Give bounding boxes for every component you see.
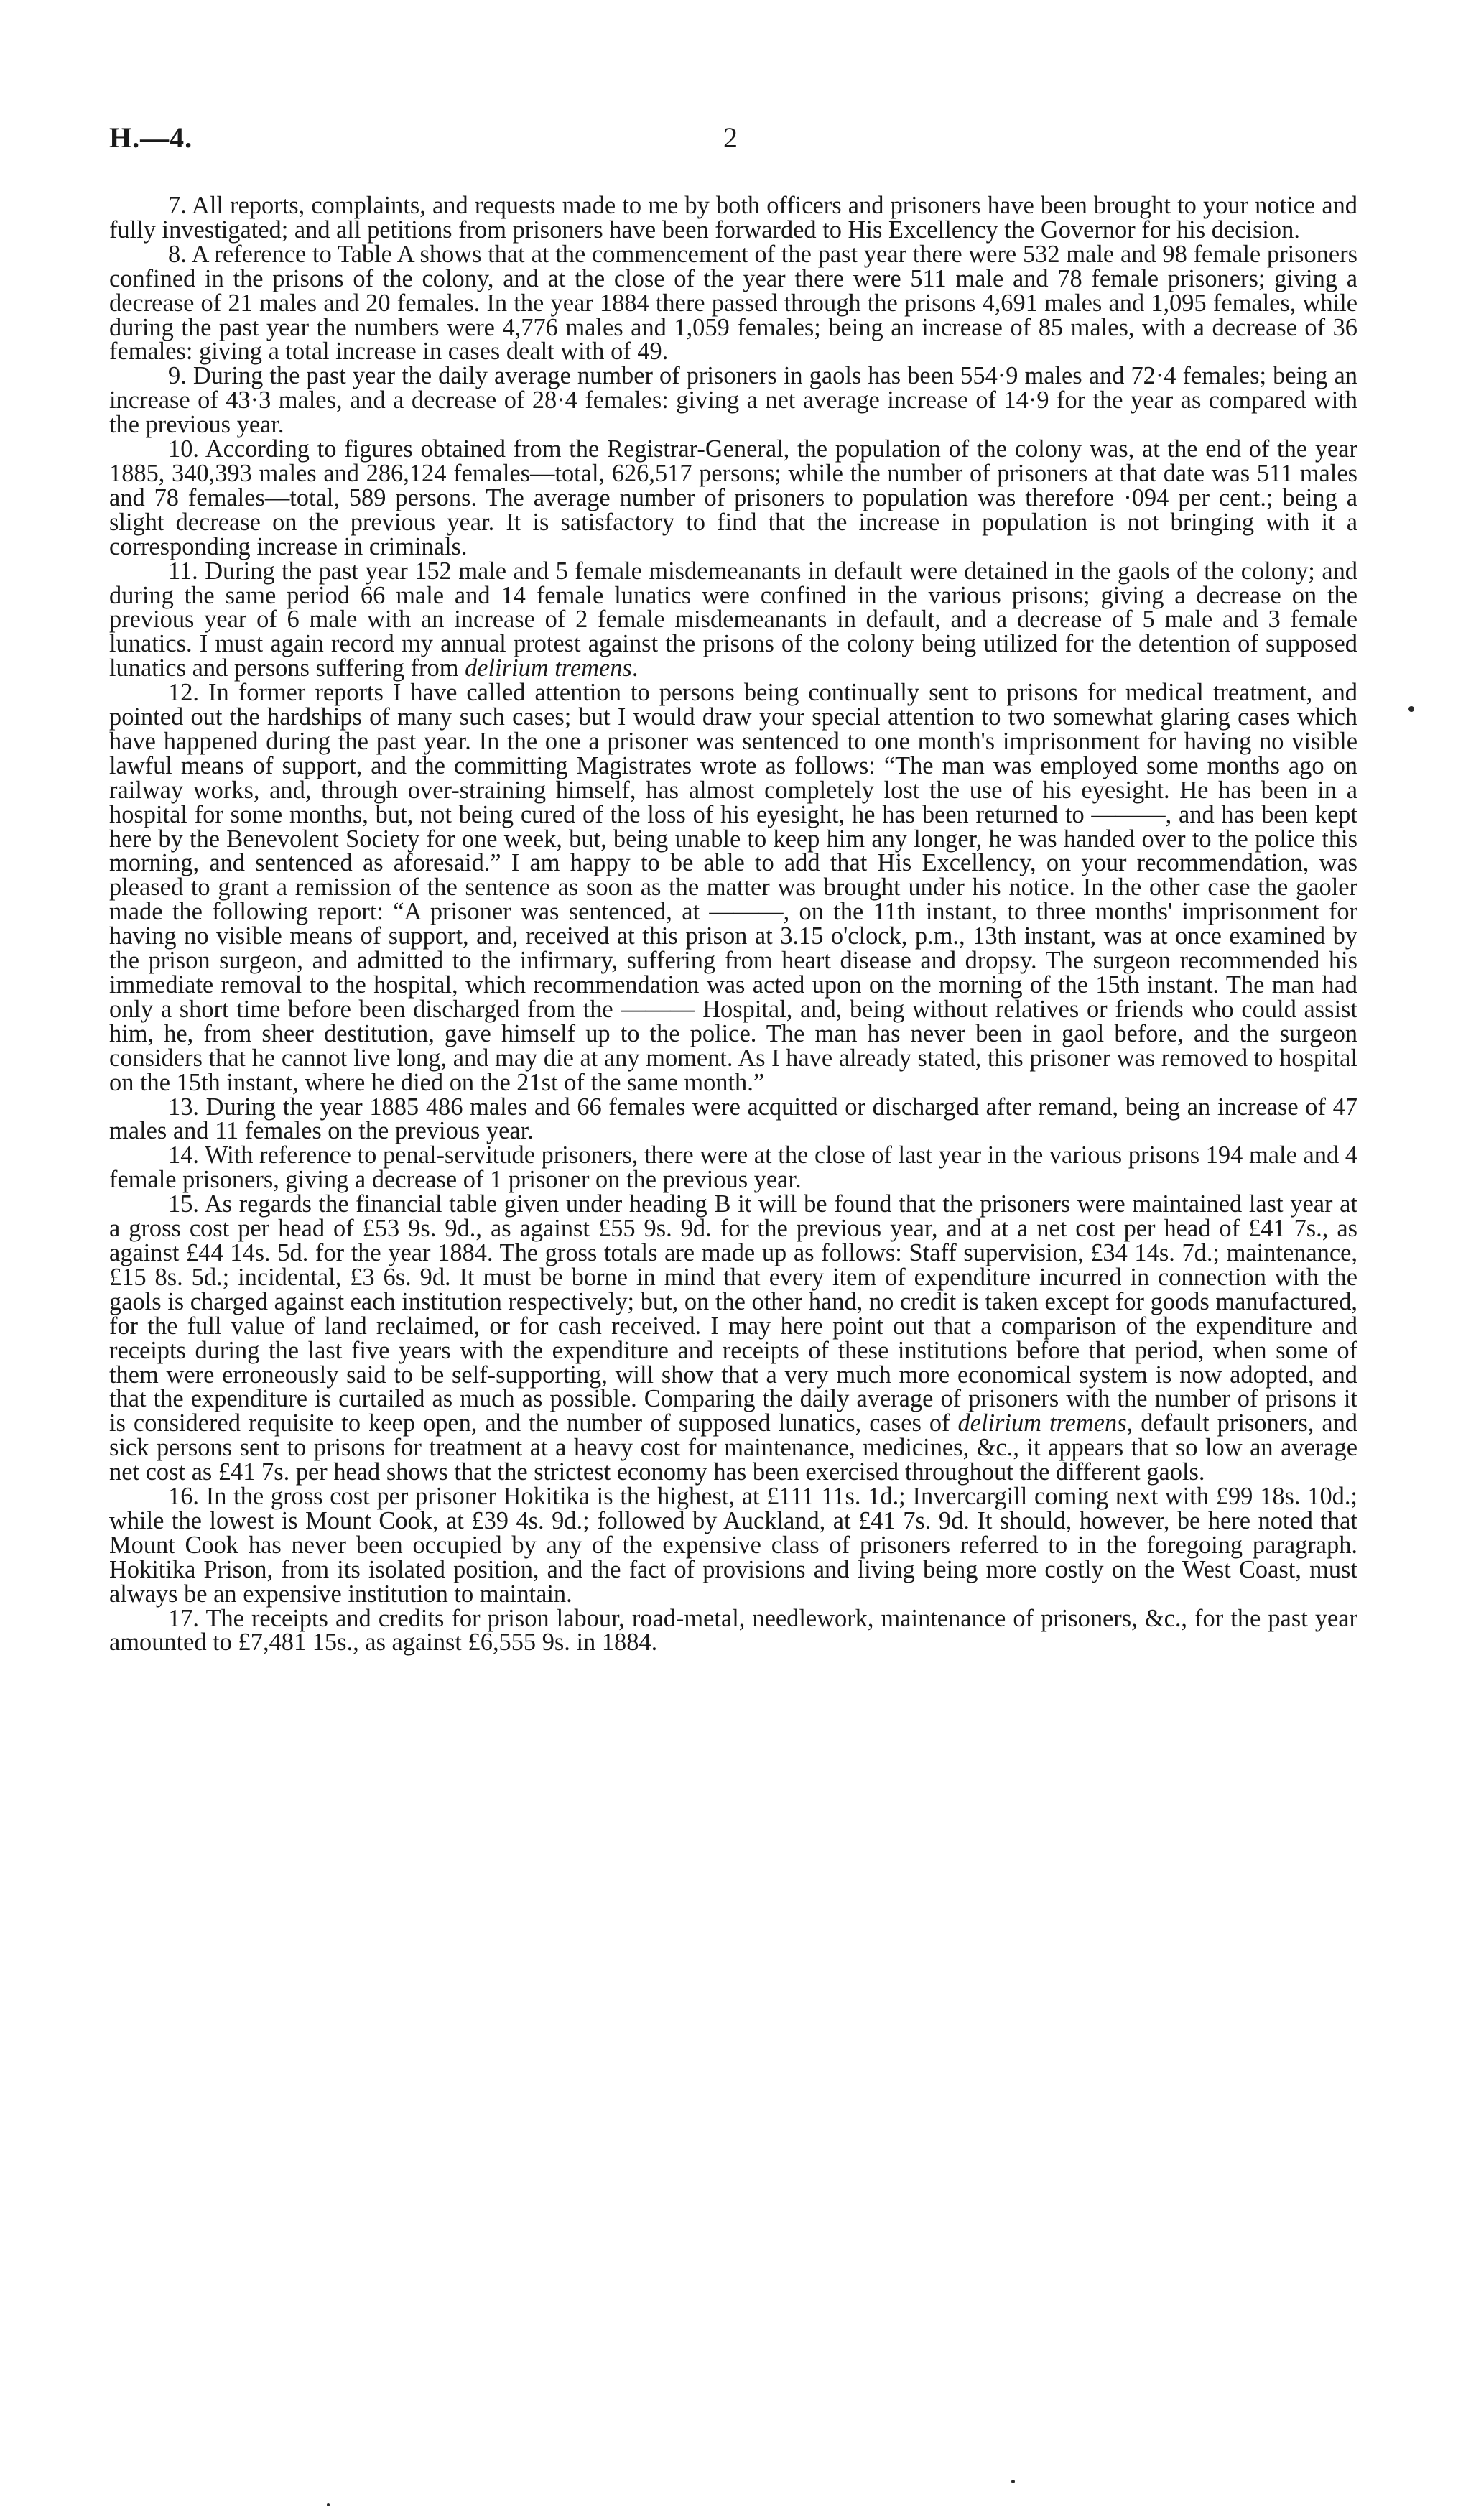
paragraph-16: 16. In the gross cost per prisoner Hokitika is the highest, at £111 11s. 1d.; Invercargill coming next with £99 18s. 10d.; while the lowest is Mount Cook, at £39 4s. 9d.; followed by Auckland, at £41 7s. 9d. It should, however, be here noted that Mount Cook has never been occupied by any of the expensive class of prisoners referred to in the foregoing paragraph. Hokitika Prison, from its isolated position, and the fact of provisions and living being more costly on the West Coast, must always be an expensive institution to maintain. <box>109 1483 1357 1608</box>
paragraph-9: 9. During the past year the daily average number of prisoners in gaols has been 554·9 males and 72·4 females; being an increase of 43·3 males, and a decrease of 28·4 females: giving a net average increase of 14·9 for the year as compared with the previous year. <box>109 362 1357 439</box>
report-body <box>109 194 1357 1655</box>
paragraph-7: 7. All reports, complaints, and requests made to me by both officers and prisoners have been brought to your notice and fully investigated; and all petitions from prisoners have been forwarded to His Excellency the Governor for his decision. <box>109 192 1357 244</box>
page-header <box>109 121 1366 164</box>
scan-speck <box>1011 2480 1015 2483</box>
italic-term: delirium tremens <box>465 654 632 682</box>
paragraph-14: 14. With reference to penal-servitude prisoners, there were at the close of last year in the various prisons 194 male and 4 female prisoners, giving a decrease of 1 prisoner on the previous year. <box>109 1141 1357 1194</box>
page-number: 2 <box>723 121 738 154</box>
document-reference: H.—4. <box>109 121 193 154</box>
paragraph-10: 10. According to figures obtained from the Registrar-General, the population of the colony was, at the end of the year 1885, 340,393 males and 286,124 females—total, 626,517 persons; while the number of prisoners at that date was 511 males and 78 females—total, 589 persons. The average number of prisoners to population was therefore ·094 per cent.; being a slight decrease on the previous year. It is satisfactory to find that the increase in population is not bringing with it a corresponding increase in criminals. <box>109 435 1357 560</box>
italic-term: delirium tremens <box>957 1409 1127 1437</box>
paragraph-17: 17. The receipts and credits for prison labour, road-metal, needlework, maintenance of prisoners, &c., for the past year amounted to £7,481 15s., as against £6,555 9s. in 1884. <box>109 1604 1357 1657</box>
paragraph-12: 12. In former reports I have called attention to persons being continually sent to prisons for medical treatment, and pointed out the hardships of many such cases; but I would draw your special attention to two somewhat glaring cases which have happened during the past year. In the one a prisoner was sentenced to one month's imprisonment for having no visible lawful means of support, and the committing Magistrates wrote as follows: “The man was employed some months ago on railway works, and, through over-straining himself, has almost completely lost the use of his eyesight. He has been in a hospital for some months, but, not being cured of the loss of his eyesight, he has been returned to ———, and has been kept here by the Benevolent Society for one week, but, being unable to keep him any longer, he was handed over to the police this morning, and sentenced as aforesaid.” I am happy to be able to add that His Excellency, on your recommendation, was pleased to grant a remission of the sentence as soon as the matter was brought under his notice. In the other case the gaoler made the following report: “A prisoner was sentenced, at ———, on the 11th instant, to three months' imprisonment for having no visible means of support, and, received at this prison at 3.15 o'clock, p.m., 13th instant, was at once examined by the prison surgeon, and admitted to the infirmary, suffering from heart disease and dropsy. The surgeon recommended his immediate removal to the hospital, which recommendation was acted upon on the morning of the 15th instant. The man had only a short time before been discharged from the ——— Hospital, and, being without relatives or friends who could assist him, he, from sheer destitution, gave himself up to the police. The man has never been in gaol before, and the surgeon considers that he cannot live long, and may die at any moment. As I have already stated, this prisoner was removed to hospital on the 15th instant, where he died on the 21st of the same month.” <box>109 679 1357 1096</box>
scan-speck <box>1408 706 1414 712</box>
paragraph-15: 15. As regards the financial table given under heading B it will be found that the prisoners were maintained last year at a gross cost per head of £53 9s. 9d., as against £55 9s. 9d. for the previous year, and at a net cost per head of £41 7s., as against £44 14s. 5d. for the year 1884. The gross totals are made up as follows: Staff supervision, £34 14s. 7d.; maintenance, £15 8s. 5d.; incidental, £3 6s. 9d. It must be borne in mind that every item of expenditure incurred in connection with the gaols is charged against each institution respectively; but, on the other hand, no credit is taken except for goods manufactured, for the full value of land reclaimed, or for cash received. I may here point out that a comparison of the expenditure and receipts during the last five years with the expenditure and receipts of these institutions before that period, when some of them were erroneously said to be self-supporting, will show that a very much more economical system is now adopted, and that the expenditure is curtailed as much as possible. Comparing the daily average of prisoners with the number of prisons it is considered requisite to keep open, and the number of supposed lunatics, cases of delirium tremens, default prisoners, and sick persons sent to prisons for treatment at a heavy cost for maintenance, medicines, &c., it appears that so low an average net cost as £41 7s. per head shows that the strictest economy has been exercised throughout the different gaols. <box>109 1190 1357 1486</box>
scan-speck <box>327 2503 330 2506</box>
paragraph-8: 8. A reference to Table A shows that at the commencement of the past year there were 532 male and 98 female prisoners confined in the prisons of the colony, and at the close of the year there were 511 male and 78 female prisoners; giving a decrease of 21 males and 20 females. In the year 1884 there passed through the prisons 4,691 males and 1,095 females, while during the past year the numbers were 4,776 males and 1,059 females; being an increase of 85 males, with a decrease of 36 females: giving a total increase in cases dealt with of 49. <box>109 240 1357 366</box>
paragraph-11: 11. During the past year 152 male and 5 female misdemeanants in default were detained in the gaols of the colony; and during the same period 66 male and 14 female lunatics were confined in the various prisons; giving a decrease on the previous year of 6 male with an increase of 2 female misdemeanants in default, and a decrease of 5 male and 3 female lunatics. I must again record my annual protest against the prisons of the colony being utilized for the detention of supposed lunatics and persons suffering from delirium tremens. <box>109 557 1357 682</box>
paragraph-13: 13. During the year 1885 486 males and 66 females were acquitted or discharged after remand, being an increase of 47 males and 11 females on the previous year. <box>109 1093 1357 1145</box>
